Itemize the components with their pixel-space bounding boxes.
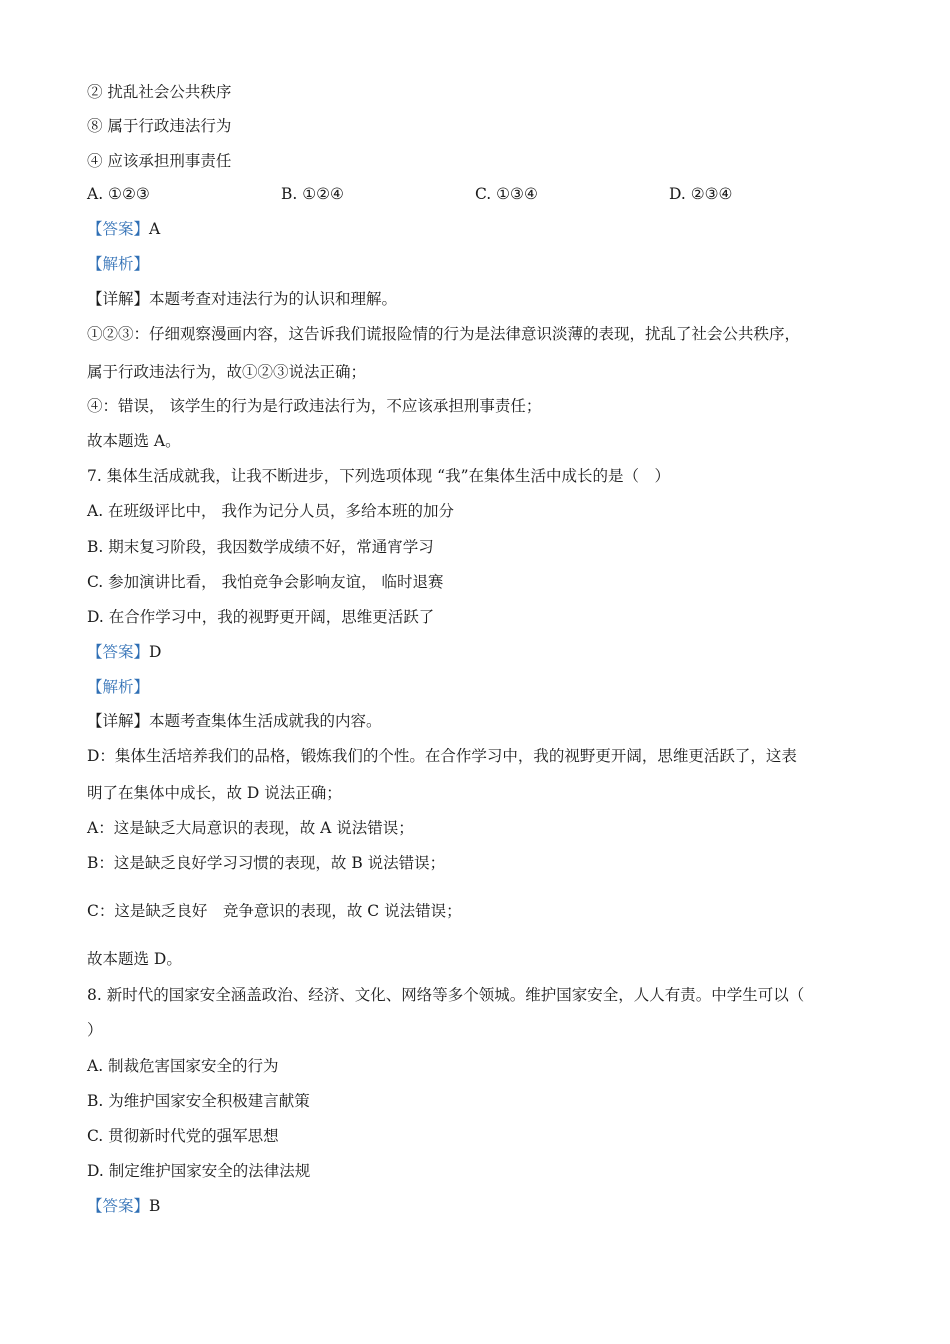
q6-conclusion: 故本题选 A。 bbox=[87, 432, 181, 450]
q7-explanation-b: B：这是缺乏良好学习习惯的表现，故 B 说法错误； bbox=[87, 854, 446, 872]
q6-statement-3: ⑧ 属于行政违法行为 bbox=[87, 117, 232, 135]
q7-detail: 【详解】本题考查集体生活成就我的内容。 bbox=[87, 712, 382, 730]
q8-option-d: D. 制定维护国家安全的法律法规 bbox=[87, 1162, 311, 1180]
q7-stem: 7. 集体生活成就我，让我不断进步，下列选项体现 “我”在集体生活中成长的是（ ） bbox=[87, 467, 670, 485]
q6-explanation-1: ①②③：仔细观察漫画内容，这告诉我们谎报险情的行为是法律意识淡薄的表现，扰乱了社会公共秩序， bbox=[87, 325, 801, 343]
answer-tag: 【答案】 bbox=[87, 643, 150, 661]
answer-tag: 【答案】 bbox=[87, 220, 150, 238]
answer-value: A bbox=[149, 220, 161, 238]
q6-explanation-3: ④：错误， 该学生的行为是行政违法行为，不应该承担刑事责任； bbox=[87, 397, 542, 415]
q6-option-b: B. ①②④ bbox=[281, 185, 344, 203]
answer-tag: 【答案】 bbox=[87, 1197, 150, 1215]
q8-option-b: B. 为维护国家安全积极建言献策 bbox=[87, 1092, 310, 1110]
q8-stem-line-1: 8. 新时代的国家安全涵盖政治、经济、文化、网络等多个领城。维护国家安全，人人有责。中学生可以（ bbox=[87, 986, 805, 1004]
q8-stem-line-2: ） bbox=[87, 1021, 103, 1039]
q6-option-c: C. ①③④ bbox=[475, 185, 538, 203]
answer-value: B bbox=[149, 1197, 161, 1215]
q7-option-a: A. 在班级评比中， 我作为记分人员，多给本班的加分 bbox=[87, 502, 454, 520]
q6-answer bbox=[87, 219, 160, 239]
q8-option-c: C. 贯彻新时代党的强军思想 bbox=[87, 1127, 279, 1145]
q7-explanation-2: 明了在集体中成长，故 D 说法正确； bbox=[87, 784, 342, 802]
q6-statement-2: ② 扰乱社会公共秩序 bbox=[87, 83, 232, 101]
q8-option-a: A. 制裁危害国家安全的行为 bbox=[87, 1057, 279, 1075]
q6-explanation-2: 属于行政违法行为，故①②③说法正确； bbox=[87, 363, 367, 381]
q8-answer bbox=[87, 1196, 160, 1216]
q7-option-c: C. 参加演讲比看， 我怕竞争会影响友谊， 临时退赛 bbox=[87, 573, 444, 591]
q7-explanation-a: A：这是缺乏大局意识的表现，故 A 说法错误； bbox=[87, 819, 414, 837]
q7-answer bbox=[87, 642, 161, 662]
q6-options bbox=[87, 184, 867, 204]
q7-analysis-tag: 【解析】 bbox=[87, 678, 150, 696]
q6-analysis-tag: 【解析】 bbox=[87, 255, 150, 273]
q6-detail: 【详解】本题考查对违法行为的认识和理解。 bbox=[87, 290, 398, 308]
answer-value: D bbox=[149, 643, 162, 661]
q7-option-b: B. 期末复习阶段，我因数学成绩不好，常通宵学习 bbox=[87, 538, 434, 556]
q7-explanation-1: D：集体生活培养我们的品格，锻炼我们的个性。在合作学习中，我的视野更开阔，思维更活跃了，这表 bbox=[87, 747, 797, 765]
q7-option-d: D. 在合作学习中，我的视野更开阔，思维更活跃了 bbox=[87, 608, 435, 626]
q7-explanation-c: C：这是缺乏良好 竞争意识的表现，故 C 说法错误； bbox=[87, 902, 462, 920]
q7-conclusion: 故本题选 D。 bbox=[87, 950, 182, 968]
q6-statement-4: ④ 应该承担刑事责任 bbox=[87, 152, 232, 170]
q6-option-a: A. ①②③ bbox=[87, 185, 150, 203]
q6-option-d: D. ②③④ bbox=[669, 185, 733, 203]
